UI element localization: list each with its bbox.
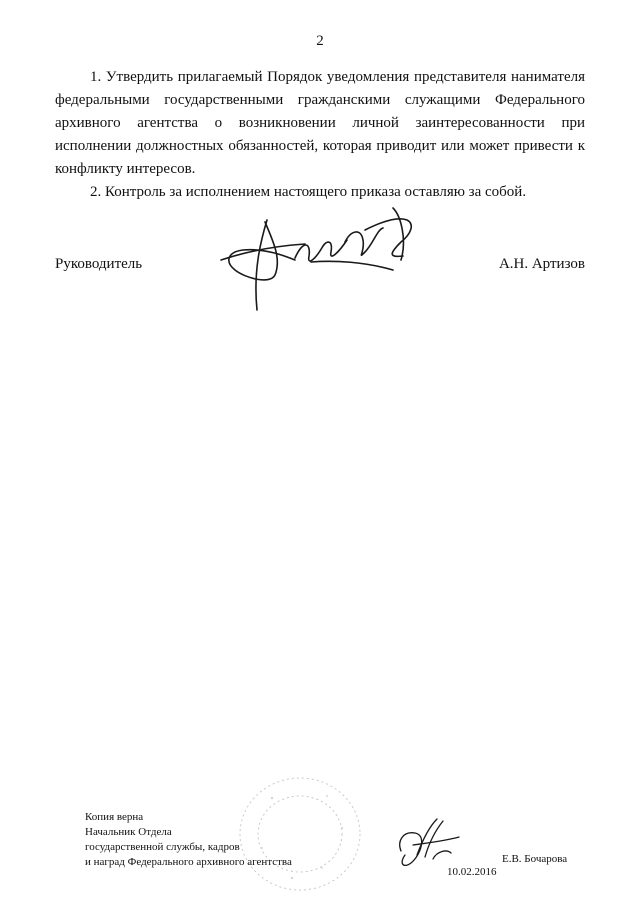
paragraph-1: 1. Утвердить прилагаемый Порядок уведомления представителя нанимателя федеральными государственными гражданскими служащими Федерального архивного агентства о возникновении личной заинтересованности при исполнении должностных обязанностей, которая приводит или может привести к конфликту интересов.	[55, 69, 585, 177]
signature-row	[55, 256, 585, 280]
copy-line-2: Начальник Отдела	[85, 826, 172, 838]
copy-line-3: государственной службы, кадров	[85, 841, 240, 853]
signer-position: Руководитель	[55, 256, 143, 272]
copy-line-4: и наград Федерального архивного агентства	[85, 856, 292, 868]
certifier-name: Е.В. Бочарова	[502, 853, 568, 865]
copy-date: 10.02.2016	[447, 866, 497, 878]
copy-line-1: Копия верна	[85, 811, 144, 823]
signer-name: А.Н. Артизов	[498, 256, 585, 272]
paragraph-2: 2. Контроль за исполнением настоящего приказа оставляю за собой.	[90, 184, 527, 200]
page-number: 2	[316, 33, 324, 49]
order-body	[55, 66, 585, 204]
copy-certification	[85, 810, 292, 870]
